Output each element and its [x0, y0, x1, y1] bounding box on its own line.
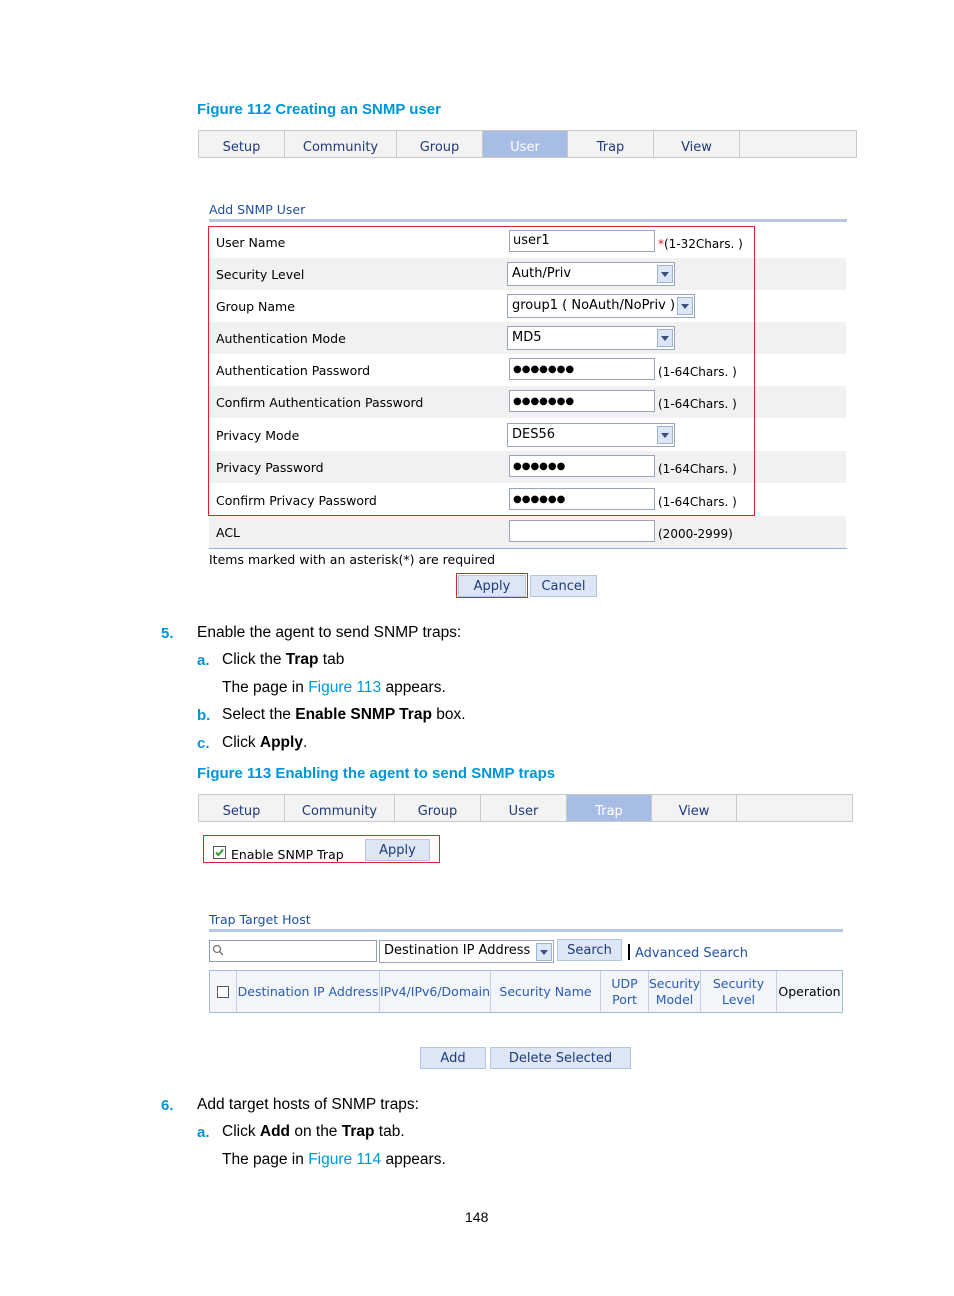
step-5b-text: Select the Enable SNMP Trap box. — [222, 706, 466, 723]
step-5c-letter: c. — [197, 735, 210, 752]
privacy-password-hint: (1-64Chars. ) — [658, 462, 737, 476]
tab-view[interactable]: View — [654, 131, 740, 157]
user-name-input[interactable]: user1 — [509, 230, 655, 252]
step-6-text: Add target hosts of SNMP traps: — [197, 1096, 419, 1113]
col-udp-port[interactable]: UDP Port — [601, 971, 649, 1012]
delete-selected-button[interactable]: Delete Selected — [490, 1047, 631, 1069]
form-bottom-divider — [209, 548, 847, 549]
advanced-search-link[interactable]: Advanced Search — [635, 946, 749, 961]
figure-113-link[interactable]: Figure 113 — [308, 679, 382, 696]
privacy-mode-select[interactable]: DES56 — [507, 423, 675, 447]
tab-group[interactable]: Group — [397, 131, 483, 157]
cancel-button[interactable]: Cancel — [530, 575, 597, 597]
checkmark-icon — [214, 847, 225, 858]
acl-hint: (2000-2999) — [658, 527, 733, 541]
step-5c-text: Click Apply. — [222, 734, 308, 751]
authentication-password-hint: (1-64Chars. ) — [658, 365, 737, 379]
required-asterisk: * — [658, 237, 664, 251]
col-operation: Operation — [778, 983, 841, 999]
confirm-privacy-password-input[interactable]: ●●●●●● — [509, 488, 655, 510]
enable-trap-apply-button[interactable]: Apply — [365, 839, 430, 861]
select-all-column — [210, 971, 237, 1012]
step-6-number: 6. — [161, 1097, 174, 1114]
tab-bar-filler — [740, 131, 856, 157]
search-field-select[interactable]: Destination IP Address — [379, 940, 554, 963]
tab-view[interactable]: View — [652, 795, 737, 821]
authentication-password-label: Authentication Password — [216, 363, 371, 378]
tab-user[interactable]: User — [483, 131, 568, 157]
tab-user[interactable]: User — [481, 795, 567, 821]
page-number: 148 — [465, 1209, 489, 1225]
add-snmp-user-title: Add SNMP User — [209, 202, 306, 217]
search-button[interactable]: Search — [557, 939, 622, 961]
tab-trap[interactable]: Trap — [568, 131, 654, 157]
tab-trap[interactable]: Trap — [567, 795, 652, 821]
figure-112-caption: Figure 112 Creating an SNMP user — [197, 101, 441, 118]
step-5-number: 5. — [161, 625, 174, 642]
privacy-password-input[interactable]: ●●●●●● — [509, 455, 655, 477]
tab-setup[interactable]: Setup — [199, 131, 285, 157]
group-name-label: Group Name — [216, 299, 295, 314]
group-name-select[interactable]: group1 ( NoAuth/NoPriv ) — [507, 294, 695, 318]
step-5a-text: Click the Trap tab — [222, 651, 345, 668]
col-security-level[interactable]: Security Level — [701, 971, 777, 1012]
separator — [628, 944, 630, 960]
acl-input[interactable] — [509, 520, 655, 542]
confirm-authentication-password-label: Confirm Authentication Password — [216, 395, 424, 410]
confirm-privacy-password-hint: (1-64Chars. ) — [658, 495, 737, 509]
step-5a-letter: a. — [197, 652, 210, 669]
privacy-mode-label: Privacy Mode — [216, 428, 300, 443]
enable-snmp-trap-label: Enable SNMP Trap — [231, 847, 344, 862]
chevron-down-icon — [536, 943, 552, 961]
title-divider-2 — [209, 929, 843, 932]
trap-host-table-header — [209, 970, 843, 1013]
required-note: Items marked with an asterisk(*) are required — [209, 552, 496, 567]
figure-114-link[interactable]: Figure 114 — [308, 1151, 382, 1168]
user-name-hint: *(1-32Chars. ) — [658, 237, 743, 251]
col-security-name[interactable]: Security Name — [491, 971, 601, 1012]
snmp-tab-bar-2 — [198, 794, 853, 822]
privacy-password-label: Privacy Password — [216, 460, 324, 475]
step-5b-letter: b. — [197, 707, 211, 724]
acl-label: ACL — [216, 525, 241, 540]
tab-setup[interactable]: Setup — [199, 795, 285, 821]
tab-group[interactable]: Group — [395, 795, 481, 821]
add-button[interactable]: Add — [420, 1047, 486, 1069]
step-6a-text: Click Add on the Trap tab. — [222, 1123, 405, 1140]
apply-button[interactable]: Apply — [458, 575, 526, 597]
security-level-select[interactable]: Auth/Priv — [507, 262, 675, 286]
confirm-privacy-password-label: Confirm Privacy Password — [216, 493, 377, 508]
highlight-box-fields — [208, 226, 755, 516]
step-6a-result: The page in Figure 114 appears. — [222, 1151, 446, 1168]
col-security-model[interactable]: Security Model — [649, 971, 701, 1012]
step-5a-result: The page in Figure 113 appears. — [222, 679, 446, 696]
col-destination-ip[interactable]: Destination IP Address — [237, 971, 380, 1012]
authentication-mode-select[interactable]: MD5 — [507, 326, 675, 350]
authentication-mode-label: Authentication Mode — [216, 331, 346, 346]
step-5-text: Enable the agent to send SNMP traps: — [197, 624, 462, 641]
authentication-password-input[interactable]: ●●●●●●● — [509, 358, 655, 380]
row-acl — [209, 516, 846, 548]
search-input[interactable] — [209, 940, 377, 962]
confirm-authentication-password-hint: (1-64Chars. ) — [658, 397, 737, 411]
title-divider — [209, 219, 847, 222]
select-all-checkbox[interactable] — [217, 986, 229, 998]
figure-113-caption: Figure 113 Enabling the agent to send SNMP traps — [197, 765, 556, 782]
security-level-label: Security Level — [216, 267, 305, 282]
highlight-box-apply — [456, 573, 528, 598]
tab-community[interactable]: Community — [285, 795, 395, 821]
search-icon — [212, 944, 224, 956]
col-ip-type[interactable]: IPv4/IPv6/Domain — [380, 971, 491, 1012]
tab-community[interactable]: Community — [285, 131, 397, 157]
tab-bar-filler — [737, 795, 852, 821]
step-6a-letter: a. — [197, 1124, 210, 1141]
enable-snmp-trap-checkbox[interactable] — [213, 846, 226, 859]
snmp-tab-bar — [198, 130, 857, 158]
confirm-authentication-password-input[interactable]: ●●●●●●● — [509, 390, 655, 412]
trap-target-host-title: Trap Target Host — [209, 912, 311, 927]
user-name-label: User Name — [216, 235, 286, 250]
